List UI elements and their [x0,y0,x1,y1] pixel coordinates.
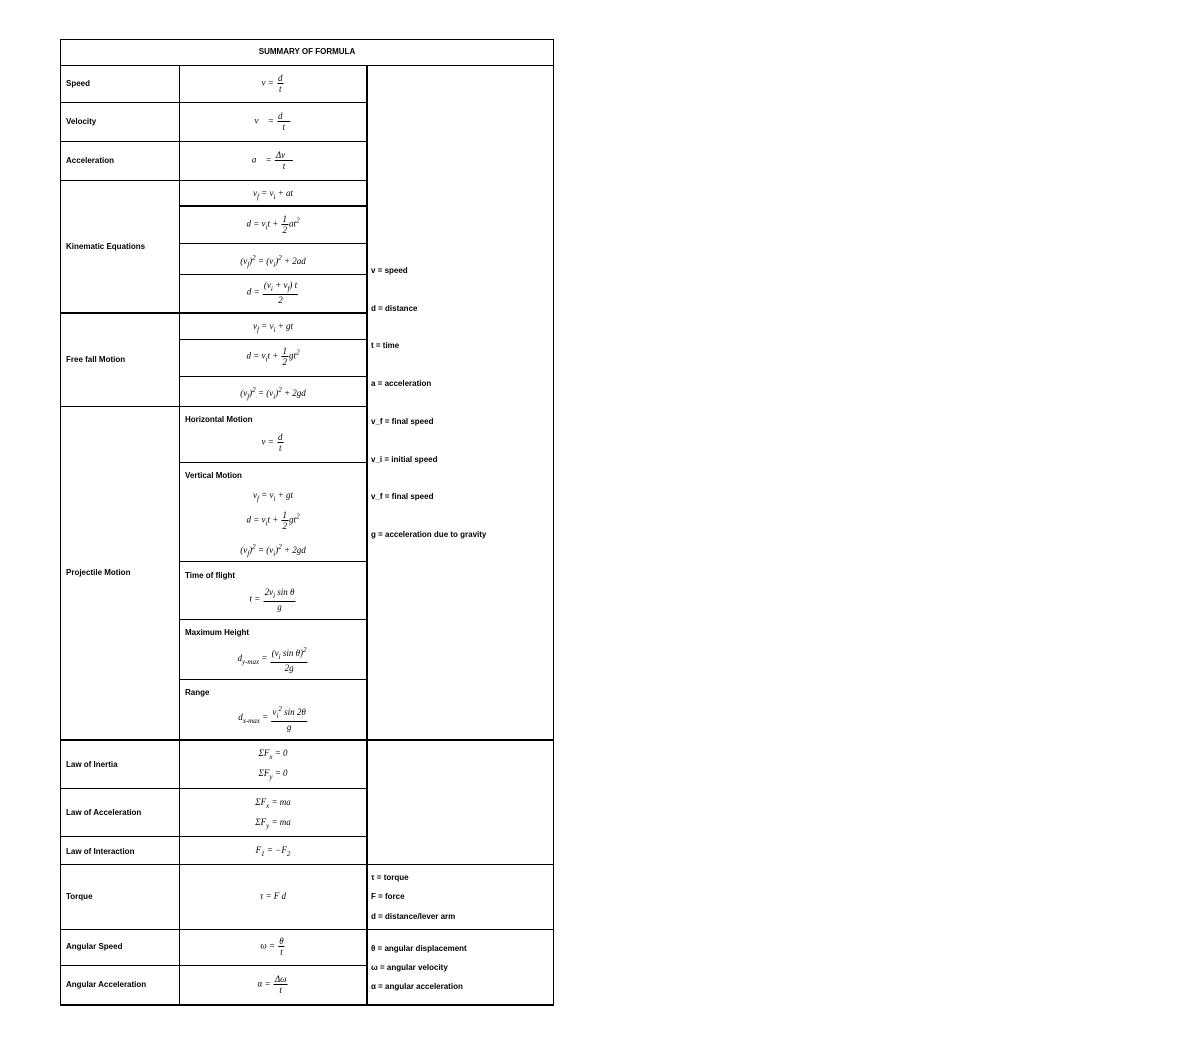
label-acceleration: Acceleration [66,156,115,165]
subhead-vertical-motion: Vertical Motion [185,471,242,480]
legend-angular-acceleration: α = angular acceleration [371,982,463,991]
row-line [60,102,367,103]
row-line [179,561,367,562]
formula-vertical-2: $d = v_it$ + $\frac{1}{2}$ $gt^2$ [246,510,300,531]
legend-torque: τ = torque [371,873,409,882]
row-line [179,462,367,463]
formula-inertia-x: $\Sigma F_x = 0$ [258,748,288,761]
row-line [179,243,367,244]
formula-kinematic-1: $v_f = v_i$ + at [252,188,294,201]
formula-kinematic-4: d = $\frac{(v_i + v_f) t}{2}$ [246,280,298,305]
label-angular-speed: Angular Speed [66,942,123,951]
row-line [60,180,367,181]
formula-freefall-1: $v_f = v_i$ + gt [252,321,294,334]
row-line [60,739,554,741]
label-law-of-inertia: Law of Inertia [66,760,118,769]
subhead-horizontal-motion: Horizontal Motion [185,415,253,424]
row-line [60,141,367,142]
legend-time: t = time [371,341,400,350]
formula-velocity: v⃗ = $\frac{d⃗}{t}$ [254,111,290,132]
border-top [60,39,554,40]
row-line [60,312,367,314]
formula-range: $d_{x-max}$ = $\frac{v_i^2 \sin 2\theta}{g}$ [238,705,306,732]
formula-max-height: $d_{y-max}$ = $\frac{(v_i \sin \theta)^2}{2g}$ [237,646,307,673]
legend-final-speed: v_f = final speed [371,417,434,426]
formula-sheet [60,39,554,1005]
legend-angular-velocity: ω = angular velocity [371,963,448,972]
formula-interaction: $F_1 = -F_2$ [255,845,291,858]
label-angular-acceleration: Angular Acceleration [66,980,147,989]
formula-angular-speed: ω = $\frac{\theta}{t}$ [260,936,284,957]
legend-lever-arm: d = distance/lever arm [371,912,456,921]
formula-vertical-3: $(v_f)^2 = (v_i)^2 + 2gd$ [240,543,306,558]
label-torque: Torque [66,892,93,901]
legend-final-speed-2: v_f = final speed [371,492,434,501]
row-line [60,965,367,966]
label-velocity: Velocity [66,117,97,126]
border-left [60,39,61,1005]
formula-vertical-1: $v_f = v_i$ + gt [252,490,294,503]
formula-kinematic-3: $(v_f)^2 = (v_i)^2 + 2ad$ [240,254,306,269]
label-law-of-interaction: Law of Interaction [66,847,135,856]
formula-angular-accel: α = $\frac{\Delta\omega}{t}$ [257,974,287,995]
formula-kinematic-2: $d = v_it$ + $\frac{1}{2}$ $at^2$ [246,214,300,235]
formula-freefall-2: $d = v_it$ + $\frac{1}{2}$ $gt^2$ [246,346,300,367]
label-law-of-acceleration: Law of Acceleration [66,808,142,817]
row-line [60,788,367,789]
row-line [179,679,367,680]
formula-freefall-3: $(v_f)^2 = (v_i)^2 + 2gd$ [240,386,306,401]
row-line [179,376,367,377]
formula-speed: v = $\frac{d}{t}$ [261,73,283,94]
formula-inertia-y: $\Sigma F_y = 0$ [258,768,288,781]
formula-time-of-flight: t = $\frac{2v_i \sin \theta}{g}$ [249,587,295,612]
row-line [179,339,367,340]
formula-law-accel-x: $\Sigma F_x$ = ma [255,797,291,810]
row-line [179,619,367,620]
row-line [60,929,554,930]
label-speed: Speed [66,79,91,88]
legend-initial-speed: v_i = initial speed [371,455,438,464]
legend-acceleration: a = acceleration [371,379,432,388]
row-line [179,205,367,207]
formula-horizontal: v = $\frac{d}{t}$ [261,432,283,453]
subhead-time-of-flight: Time of flight [185,571,236,580]
legend-angular-displacement: θ = angular displacement [371,944,467,953]
legend-distance: d = distance [371,304,418,313]
formula-torque: τ = F d [259,891,287,901]
row-line [60,406,367,407]
row-line [60,864,554,865]
row-line [60,65,554,66]
legend-force: F = force [371,892,405,901]
border-right [553,39,554,1005]
formula-law-accel-y: $\Sigma F_y$ = ma [255,817,291,830]
border-bottom [60,1004,554,1006]
legend-gravity: g = acceleration due to gravity [371,530,487,539]
subhead-maximum-height: Maximum Height [185,628,250,637]
sheet-title: SUMMARY OF FORMULA [258,47,356,56]
label-projectile-motion: Projectile Motion [66,568,131,577]
legend-speed: v = speed [371,266,408,275]
row-line [60,836,367,837]
row-line [179,274,367,275]
label-free-fall: Free fall Motion [66,355,126,364]
formula-acceleration: a⃗ = $\frac{\Delta v⃗}{t}$ [251,150,293,171]
subhead-range: Range [185,688,210,697]
label-kinematic-equations: Kinematic Equations [66,242,146,251]
